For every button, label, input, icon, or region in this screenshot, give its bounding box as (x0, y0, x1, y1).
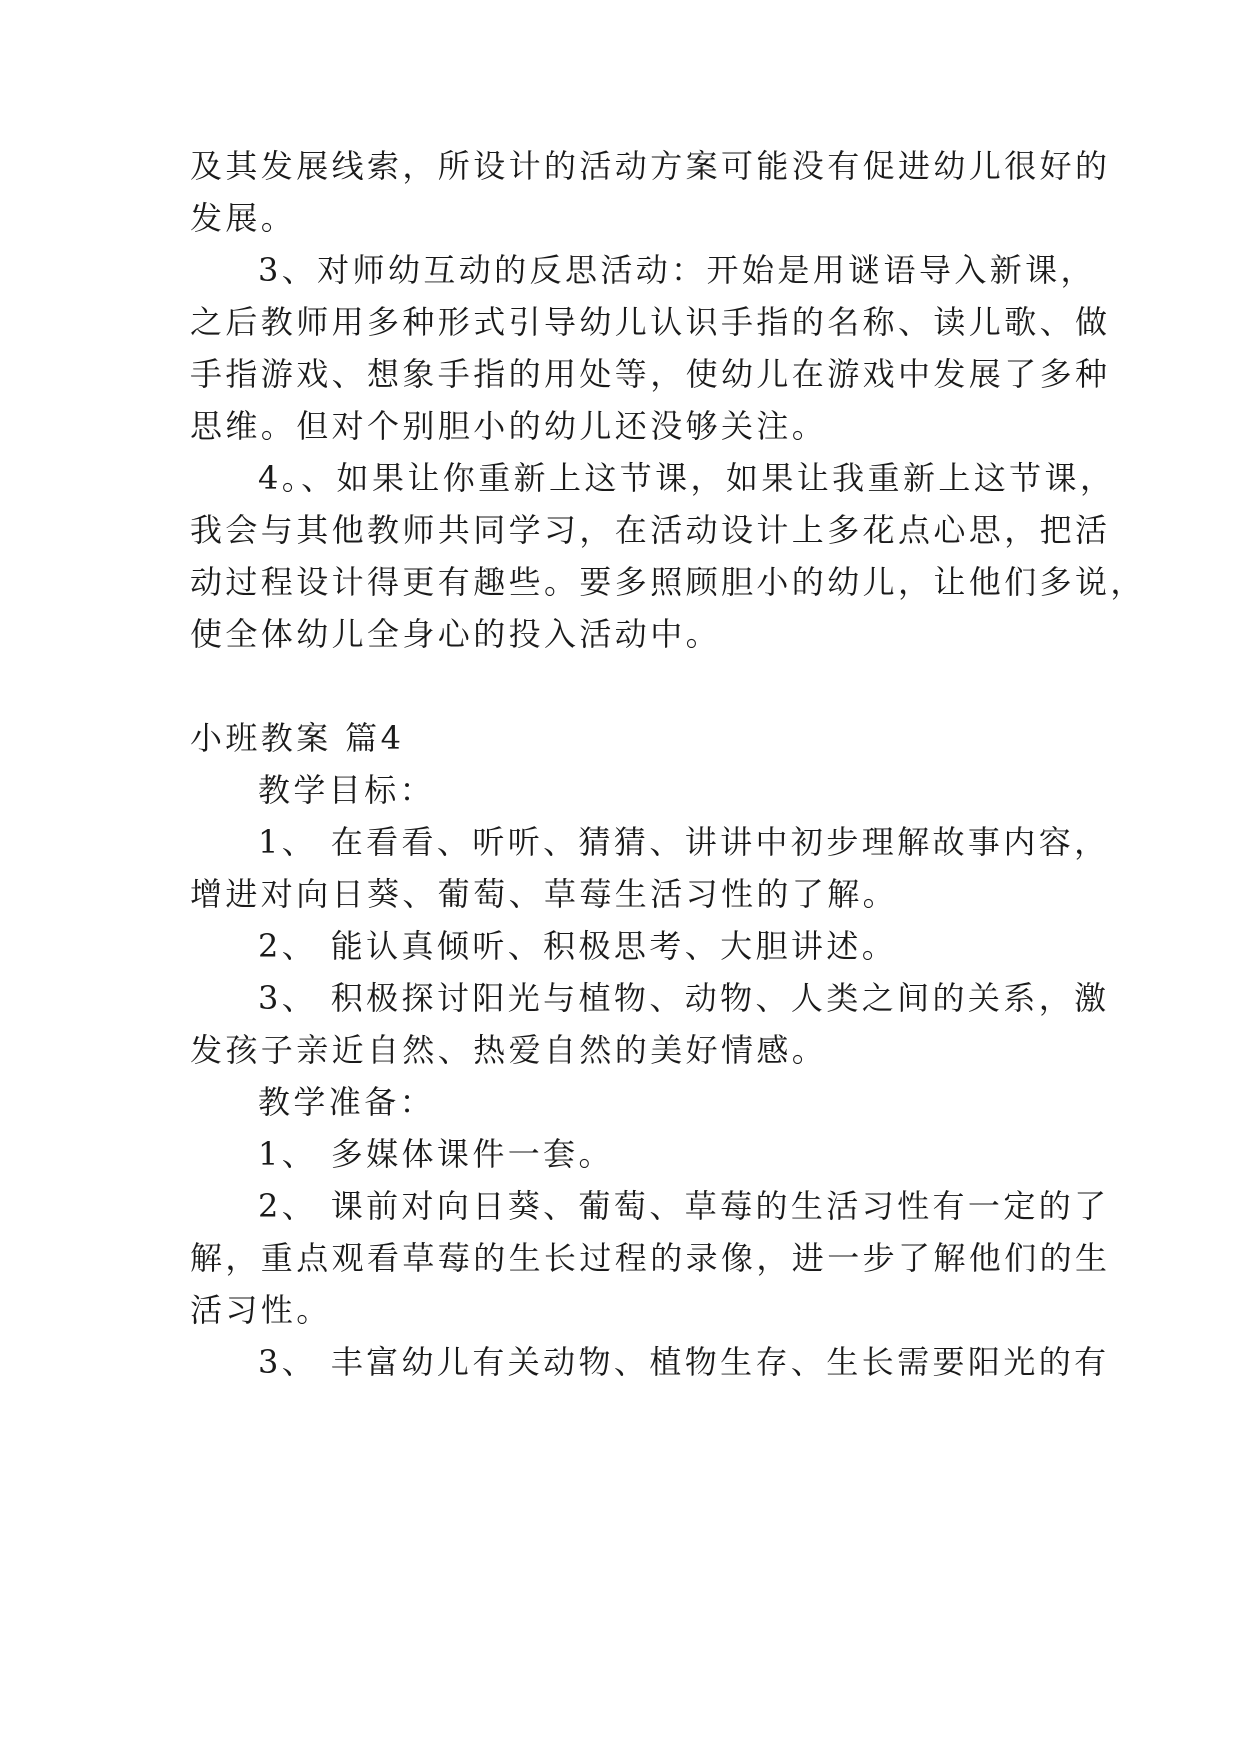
paragraph-line: 3、对师幼互动的反思活动：开始是用谜语导入新课， (258, 251, 1096, 289)
paragraph-line: 动过程设计得更有趣些。要多照顾胆小的幼儿，让他们多说， (190, 563, 1146, 601)
paragraph-line: 2、 课前对向日葵、葡萄、草莓的生活习性有一定的了 (258, 1187, 1110, 1225)
paragraph-line: 发展。 (190, 199, 297, 237)
paragraph-line: 使全体幼儿全身心的投入活动中。 (190, 615, 722, 653)
subheading: 教学准备： (258, 1083, 436, 1121)
paragraph-line: 3、 积极探讨阳光与植物、动物、人类之间的关系，激 (258, 979, 1110, 1017)
paragraph-line: 4。、如果让你重新上这节课，如果让我重新上这节课， (258, 459, 1116, 497)
paragraph-line: 2、 能认真倾听、积极思考、大胆讲述。 (258, 927, 898, 965)
paragraph-line: 思维。但对个别胆小的幼儿还没够关注。 (190, 407, 828, 445)
paragraph-line: 解，重点观看草莓的生长过程的录像，进一步了解他们的生 (190, 1239, 1111, 1277)
paragraph-line: 手指游戏、想象手指的用处等，使幼儿在游戏中发展了多种 (190, 355, 1111, 393)
paragraph-line: 发孩子亲近自然、热爱自然的美好情感。 (190, 1031, 828, 1069)
paragraph-line: 1、 在看看、听听、猜猜、讲讲中初步理解故事内容， (258, 823, 1110, 861)
paragraph-line: 1、 多媒体课件一套。 (258, 1135, 614, 1173)
paragraph-line: 我会与其他教师共同学习，在活动设计上多花点心思，把活 (190, 511, 1111, 549)
section-title: 小班教案 篇4 (190, 719, 405, 757)
paragraph-line: 活习性。 (190, 1291, 332, 1329)
paragraph-line: 及其发展线索，所设计的活动方案可能没有促进幼儿很好的 (190, 147, 1111, 185)
paragraph-line: 增进对向日葵、葡萄、草莓生活习性的了解。 (190, 875, 899, 913)
paragraph-line: 之后教师用多种形式引导幼儿认识手指的名称、读儿歌、做 (190, 303, 1111, 341)
subheading: 教学目标： (258, 771, 436, 809)
paragraph-line: 3、 丰富幼儿有关动物、植物生存、生长需要阳光的有 (258, 1343, 1110, 1381)
